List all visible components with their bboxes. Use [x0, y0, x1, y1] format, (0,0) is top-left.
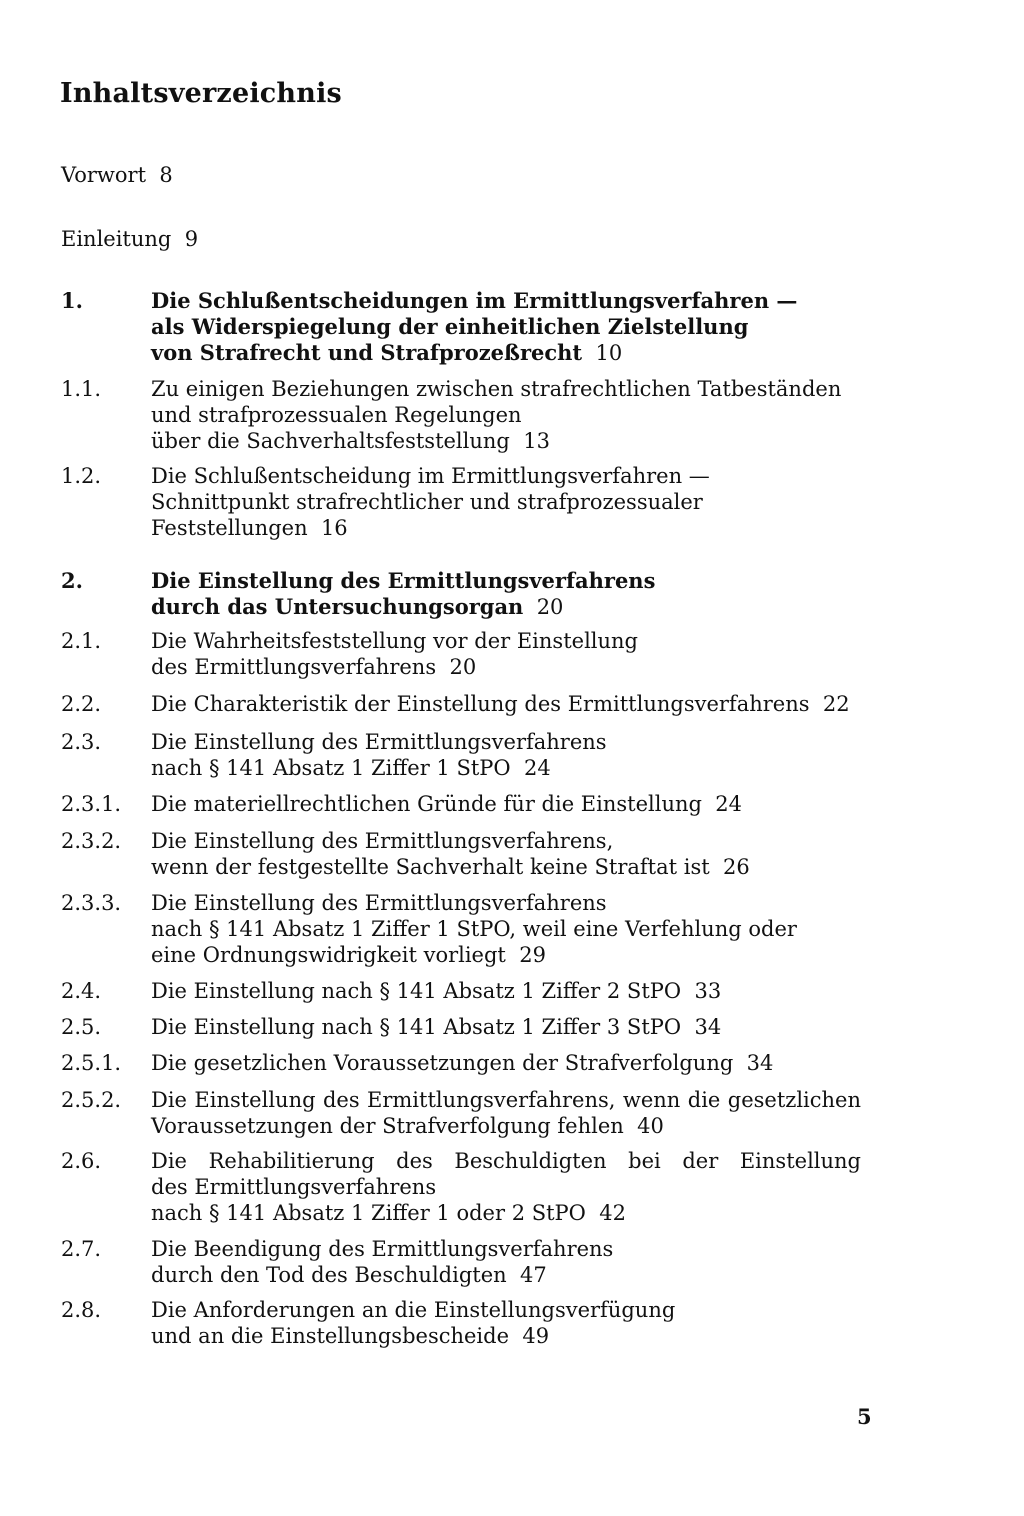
- toc-entry: [61, 1087, 861, 1139]
- toc-entry-line: des Ermittlungsverfahrens 20: [151, 655, 477, 679]
- toc-entry-page: 40: [623, 1114, 664, 1138]
- toc-entry-line: Die Einstellung des Ermittlungsverfahrens, wenn die gesetzlichen: [151, 1088, 861, 1112]
- toc-entry-line: Die Rehabilitierung des Beschuldigten bei der Einstellung: [151, 1149, 861, 1173]
- toc-entry-line: wenn der festgestellte Sachverhalt keine Straftat ist 26: [151, 855, 750, 879]
- toc-entry-number: 2.5.: [61, 1015, 102, 1039]
- toc-entry-line: des Ermittlungsverfahrens: [151, 1175, 437, 1199]
- toc-entry: [61, 978, 861, 1004]
- toc-entry-line: Die Einstellung nach § 141 Absatz 1 Ziffer 3 StPO 34: [151, 1015, 722, 1039]
- toc-entry-number: 2.6.: [61, 1149, 102, 1173]
- toc-entry-line: eine Ordnungswidrigkeit vorliegt 29: [151, 943, 546, 967]
- toc-entry-page: 34: [733, 1051, 774, 1075]
- toc-entry-page: 24: [701, 792, 743, 816]
- toc-entry-page: 33: [681, 979, 722, 1003]
- toc-entry-line: durch den Tod des Beschuldigten 47: [151, 1263, 547, 1287]
- toc-entry-einleitung: [61, 227, 198, 251]
- toc-entry-page: 20: [523, 595, 564, 619]
- toc-entry-line: und strafprozessualen Regelungen: [151, 403, 522, 427]
- toc-entry-label: Vorwort: [61, 163, 147, 187]
- toc-entry-number: 2.5.2.: [61, 1088, 122, 1112]
- toc-entry-title: [151, 1297, 861, 1349]
- toc-entry-title: [151, 376, 861, 454]
- page-number: 5: [857, 1404, 872, 1429]
- toc-entry-page: 34: [681, 1015, 722, 1039]
- toc-entry-number: 2.8.: [61, 1298, 102, 1322]
- toc-entry-title: [151, 628, 861, 680]
- toc-entry-line: Die Einstellung des Ermittlungsverfahrens: [151, 891, 607, 915]
- toc-entry-title: [151, 691, 861, 717]
- toc-entry: [61, 1050, 861, 1076]
- toc-entry-page: 29: [505, 943, 546, 967]
- toc-entry-line: Die Charakteristik der Einstellung des Ermittlungsverfahrens 22: [151, 692, 850, 716]
- toc-entry-page: 42: [585, 1201, 626, 1225]
- toc-entry-number: 2.3.3.: [61, 891, 122, 915]
- toc-entry: [61, 890, 861, 968]
- toc-entry-line: Die Anforderungen an die Einstellungsverfügung: [151, 1298, 676, 1322]
- toc-entry-line: Zu einigen Beziehungen zwischen strafrechtlichen Tatbeständen: [151, 377, 842, 401]
- toc-entry-number: 2.5.1.: [61, 1051, 122, 1075]
- toc-entry-page: 8: [159, 163, 173, 187]
- toc-entry-number: 2.3.2.: [61, 829, 122, 853]
- toc-entry-page: 13: [509, 429, 550, 453]
- toc-entry-line: nach § 141 Absatz 1 Ziffer 1 oder 2 StPO 42: [151, 1201, 626, 1225]
- toc-entry-number: 2.4.: [61, 979, 102, 1003]
- toc-entry-page: 22: [809, 692, 850, 716]
- toc-entry-page: 16: [307, 516, 348, 540]
- toc-entry: [61, 1148, 861, 1226]
- toc-entry-line: Die Einstellung des Ermittlungsverfahrens,: [151, 829, 614, 853]
- toc-entry-number: 2.7.: [61, 1237, 102, 1261]
- toc-entry-number: 2.3.: [61, 730, 102, 754]
- toc-entry: [61, 828, 861, 880]
- toc-entry-line: Die gesetzlichen Voraussetzungen der Strafverfolgung 34: [151, 1051, 774, 1075]
- toc-entry-number: 2.: [61, 568, 83, 593]
- toc-entry-line: Die Wahrheitsfeststellung vor der Einstellung: [151, 629, 638, 653]
- toc-entry-page: 20: [436, 655, 477, 679]
- toc-entry-line: Die Schlußentscheidungen im Ermittlungsverfahren —: [151, 288, 798, 313]
- toc-entry-title: [151, 1087, 861, 1139]
- toc-entry: [61, 463, 861, 541]
- toc-entry-line: nach § 141 Absatz 1 Ziffer 1 StPO, weil eine Verfehlung oder: [151, 917, 797, 941]
- toc-entry-page: 10: [582, 341, 623, 365]
- toc-entry-page: 26: [709, 855, 750, 879]
- toc-entry-title: [151, 1014, 861, 1040]
- toc-entry-title: [151, 463, 861, 541]
- toc-entry-title: [151, 288, 861, 366]
- toc-entry-number: 2.1.: [61, 629, 102, 653]
- toc-entry-line: Voraussetzungen der Strafverfolgung fehlen 40: [151, 1114, 664, 1138]
- page-title: Inhaltsverzeichnis: [60, 78, 342, 109]
- toc-entry: [61, 729, 861, 781]
- toc-entry-number: 1.2.: [61, 464, 102, 488]
- toc-entry-line: Die Einstellung des Ermittlungsverfahrens: [151, 730, 607, 754]
- toc-entry-title: [151, 729, 861, 781]
- toc-entry: [61, 791, 861, 817]
- toc-entry-page: 47: [506, 1263, 547, 1287]
- toc-entry-title: [151, 978, 861, 1004]
- toc-entry-number: 1.1.: [61, 377, 102, 401]
- toc-entry-page: 49: [509, 1324, 550, 1348]
- toc-entry-number: 2.2.: [61, 692, 102, 716]
- toc-entry-title: [151, 828, 861, 880]
- toc-entry-line: durch das Untersuchungsorgan 20: [151, 594, 564, 619]
- toc-entry: [61, 568, 861, 620]
- toc-entry-page: 9: [184, 227, 199, 251]
- toc-entry-line: von Strafrecht und Strafprozeßrecht 10: [151, 340, 623, 365]
- toc-entry-title: [151, 1050, 861, 1076]
- toc-entry-label: Einleitung: [61, 227, 172, 251]
- toc-entry: [61, 628, 861, 680]
- toc-entry-line: Schnittpunkt strafrechtlicher und strafprozessualer: [151, 490, 703, 514]
- toc-entry-line: und an die Einstellungsbescheide 49: [151, 1324, 550, 1348]
- toc-entry: [61, 1236, 861, 1288]
- toc-entry-number: 1.: [61, 288, 83, 313]
- toc-entry-line: Feststellungen 16: [151, 516, 348, 540]
- toc-entry: [61, 1014, 861, 1040]
- toc-entry-page: 24: [510, 756, 551, 780]
- toc-entry-line: als Widerspiegelung der einheitlichen Zielstellung: [151, 314, 749, 339]
- toc-entry-number: 2.3.1.: [61, 792, 122, 816]
- toc-entry-line: über die Sachverhaltsfeststellung 13: [151, 429, 550, 453]
- toc-entry: [61, 1297, 861, 1349]
- toc-entry: [61, 288, 861, 366]
- toc-entry-title: [151, 890, 861, 968]
- toc-entry-line: Die Schlußentscheidung im Ermittlungsverfahren —: [151, 464, 710, 488]
- toc-entry: [61, 691, 861, 717]
- toc-entry-line: Die Einstellung nach § 141 Absatz 1 Ziffer 2 StPO 33: [151, 979, 722, 1003]
- toc-entry: [61, 376, 861, 454]
- toc-entry-line: Die Einstellung des Ermittlungsverfahrens: [151, 568, 656, 593]
- toc-entry-line: Die materiellrechtlichen Gründe für die Einstellung 24: [151, 792, 743, 816]
- toc-entry-line: Die Beendigung des Ermittlungsverfahrens: [151, 1237, 614, 1261]
- toc-entry-title: [151, 1148, 861, 1226]
- toc-entry-vorwort: [61, 163, 173, 187]
- toc-entry-line: nach § 141 Absatz 1 Ziffer 1 StPO 24: [151, 756, 551, 780]
- toc-entry-title: [151, 1236, 861, 1288]
- toc-entry-title: [151, 791, 861, 817]
- toc-entry-title: [151, 568, 861, 620]
